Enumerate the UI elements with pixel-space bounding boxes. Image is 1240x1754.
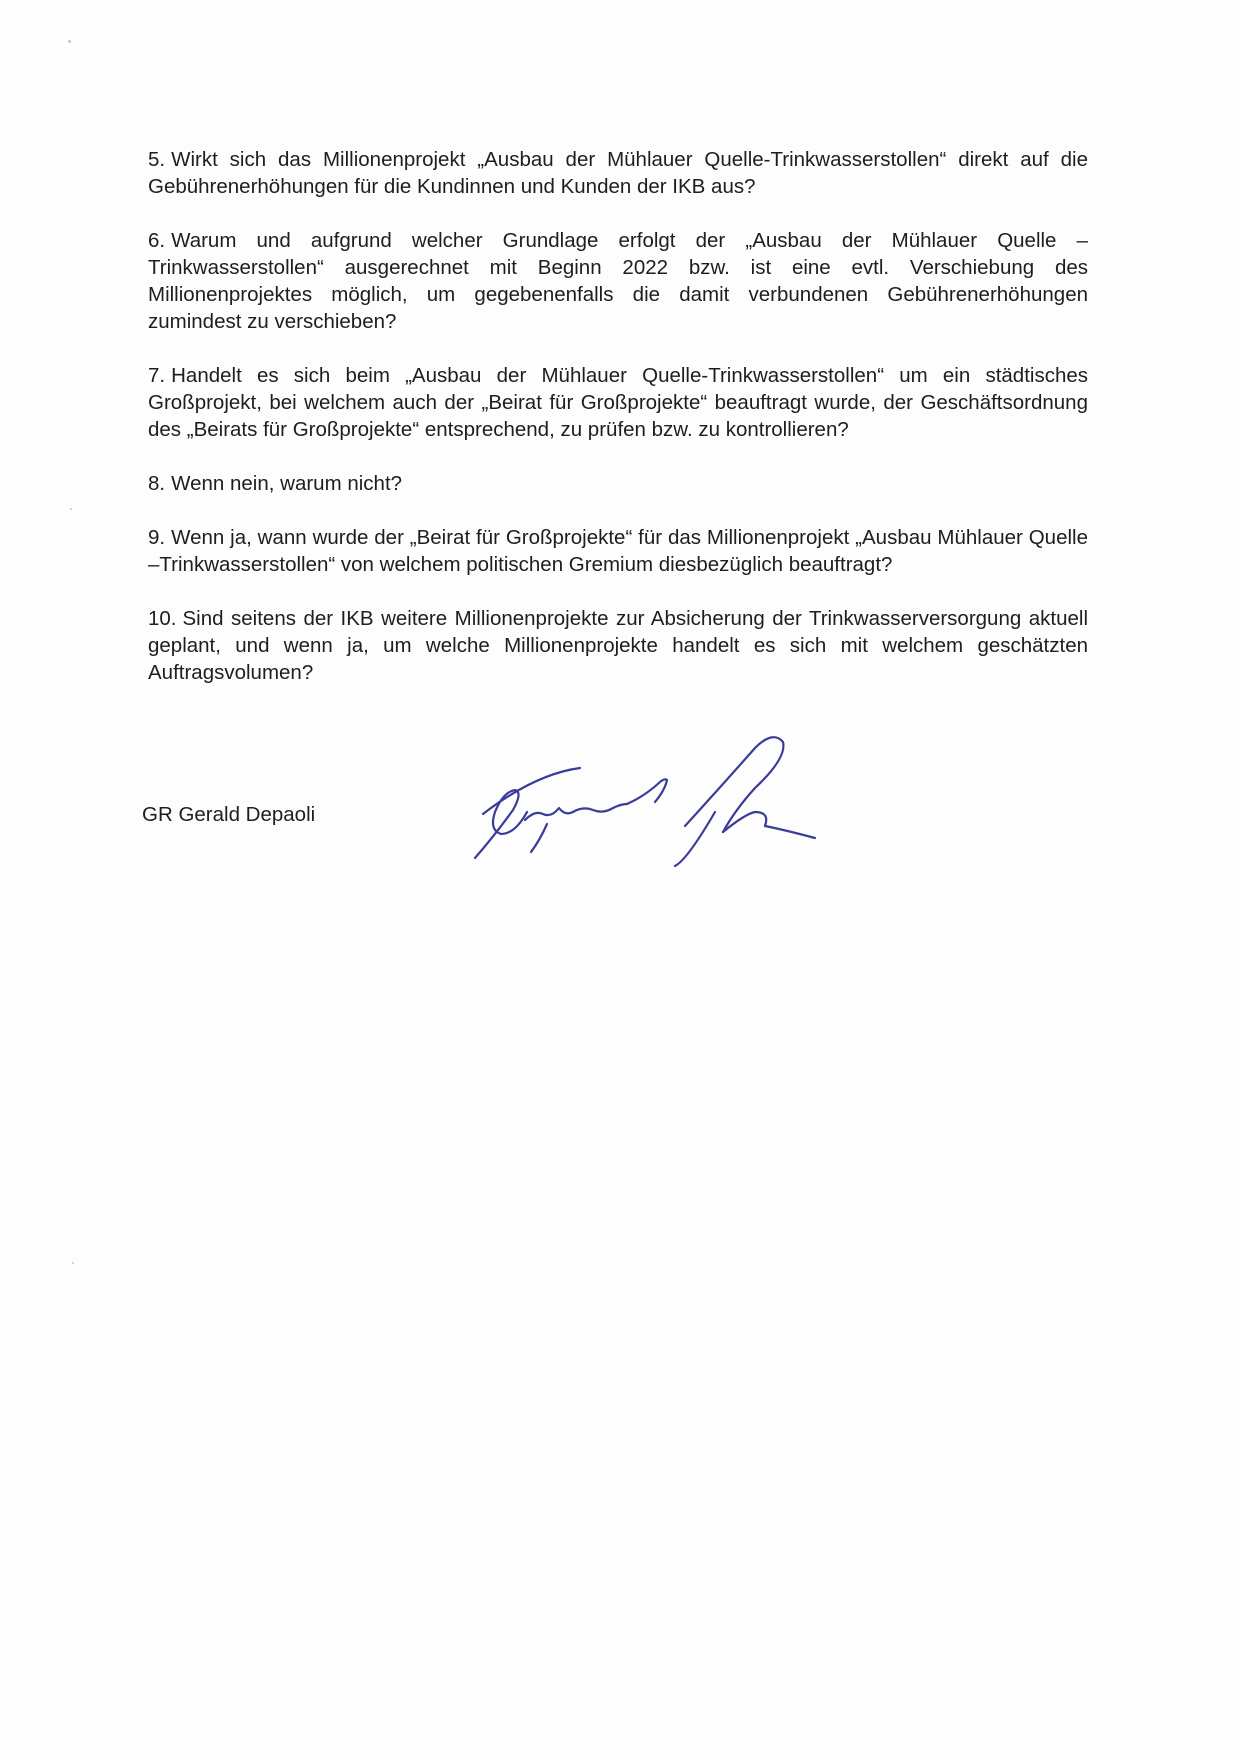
question-10 [148, 605, 1088, 686]
question-number: 6. [148, 229, 166, 252]
scan-speck [72, 1262, 74, 1264]
question-number: 5. [148, 148, 166, 171]
question-9 [148, 524, 1088, 578]
question-text: Wenn nein, warum nicht? [171, 472, 403, 495]
question-number: 8. [148, 472, 166, 495]
question-text: Handelt es sich beim „Ausbau der Mühlauer Quelle-Trinkwasserstollen“ um ein städtisches Großprojekt, bei welchem auch der „Beirat für Großprojekte“ beauftragt wurde, der Geschäftsordnung des „Beirats für Großprojekte“ entsprechend, zu prüfen bzw. zu kontrollieren? [148, 364, 1088, 441]
question-text: Warum und aufgrund welcher Grundlage erfolgt der „Ausbau der Mühlauer Quelle – Trinkwasserstollen“ ausgerechnet mit Beginn 2022 bzw. ist eine evtl. Verschiebung des Millionenprojektes möglich, um gegebenenfalls die damit verbundenen Gebührenerhöhungen zumindest zu verschieben? [148, 229, 1088, 333]
question-text: Wirkt sich das Millionenprojekt „Ausbau der Mühlauer Quelle-Trinkwasserstollen“ direkt auf die Gebührenerhöhungen für die Kundinnen und Kunden der IKB aus? [148, 148, 1088, 198]
scan-speck [68, 40, 71, 43]
question-8 [148, 470, 1088, 497]
question-number: 7. [148, 364, 166, 387]
signatory-name: GR Gerald Depaoli [142, 803, 316, 826]
question-number: 10. [148, 607, 177, 630]
question-text: Sind seitens der IKB weitere Millionenprojekte zur Absicherung der Trinkwasserversorgung aktuell geplant, und wenn ja, um welche Millionenprojekte handelt es sich mit welchem geschätzten Auftragsvolumen? [148, 607, 1088, 684]
question-number: 9. [148, 526, 166, 549]
question-list [148, 146, 1088, 713]
question-7 [148, 362, 1088, 443]
question-6 [148, 227, 1088, 335]
question-text: Wenn ja, wann wurde der „Beirat für Großprojekte“ für das Millionenprojekt „Ausbau Mühlauer Quelle –Trinkwasserstollen“ von welchem politischen Gremium diesbezüglich beauftragt? [148, 526, 1088, 576]
question-5 [148, 146, 1088, 200]
handwritten-signature [455, 730, 915, 870]
scan-speck [70, 508, 72, 510]
